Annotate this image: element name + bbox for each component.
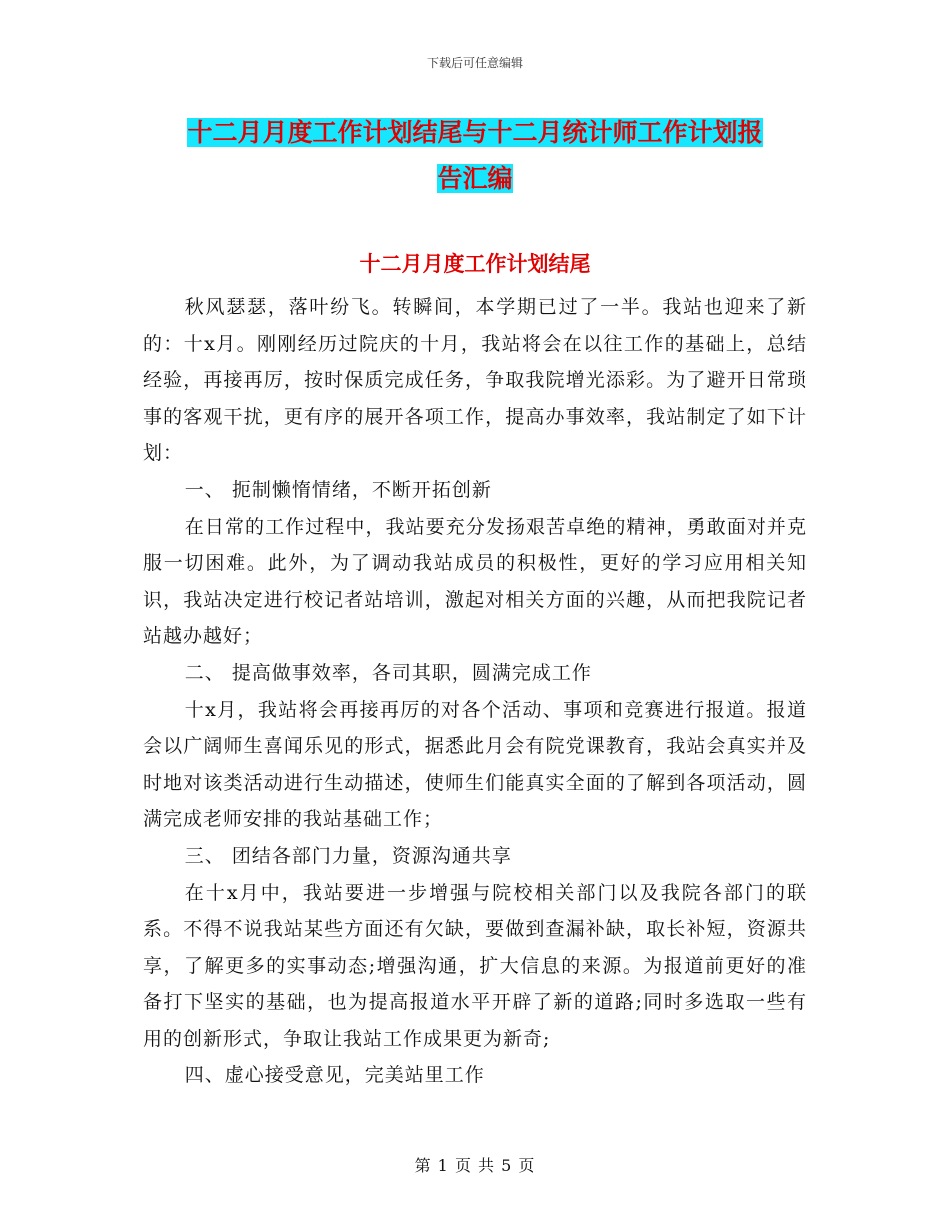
document-title (120, 110, 830, 202)
heading-item-3: 三、 团结各部门力量，资源沟通共享 (184, 844, 512, 867)
paragraph-item-3: 在十x月中，我站要进一步增强与院校相关部门以及我院各部门的联系。不得不说我站某些方面还有欠缺，要做到查漏补缺，取长补短，资源共享，了解更多的实事动态;增强沟通，扩大信息的来源。为报道前更好的准备打下坚实的基础，也为提高报道水平开辟了新的道路;同时多选取一些有用的创新形式，争取让我站工作成果更为新奇; (143, 881, 807, 1050)
heading-item-2: 二、 提高做事效率，各司其职，圆满完成工作 (184, 661, 592, 684)
paragraph-item-1: 在日常的工作过程中，我站要充分发扬艰苦卓绝的精神，勇敢面对并克服一切困难。此外，为了调动我站成员的积极性，更好的学习应用相关知识，我站决定进行校记者站培训，激起对相关方面的兴趣，从而把我院记者站越办越好； (143, 515, 807, 648)
paragraph-intro: 秋风瑟瑟，落叶纷飞。转瞬间，本学期已过了一半。我站也迎来了新的：十x月。刚刚经历过院庆的十月，我站将会在以往工作的基础上，总结经验，再接再厉，按时保质完成任务，争取我院增光添彩。为了避开日常琐事的客观干扰，更有序的展开各项工作，提高办事效率，我站制定了如下计划： (143, 296, 807, 465)
heading-item-4: 四、虚心接受意见，完美站里工作 (184, 1064, 485, 1087)
document-title-line-1: 十二月月度工作计划结尾与十二月统计师工作计划报 (187, 118, 763, 147)
document-body (143, 289, 807, 1094)
paragraph-item-2: 十x月，我站将会再接再厉的对各个活动、事项和竞赛进行报道。报道会以广阔师生喜闻乐见的形式，据悉此月会有院党课教育，我站会真实并及时地对该类活动进行生动描述，使师生们能真实全面的了解到各项活动，圆满完成老师安排的我站基础工作； (143, 698, 807, 831)
section-title: 十二月月度工作计划结尾 (359, 252, 591, 276)
header-note: 下载后可任意编辑 (426, 56, 523, 70)
heading-item-1: 一、 扼制懒惰情绪，不断开拓创新 (184, 478, 492, 501)
page-number: 第 1 页 共 5 页 (414, 1156, 536, 1175)
document-title-line-2: 告汇编 (437, 164, 513, 193)
